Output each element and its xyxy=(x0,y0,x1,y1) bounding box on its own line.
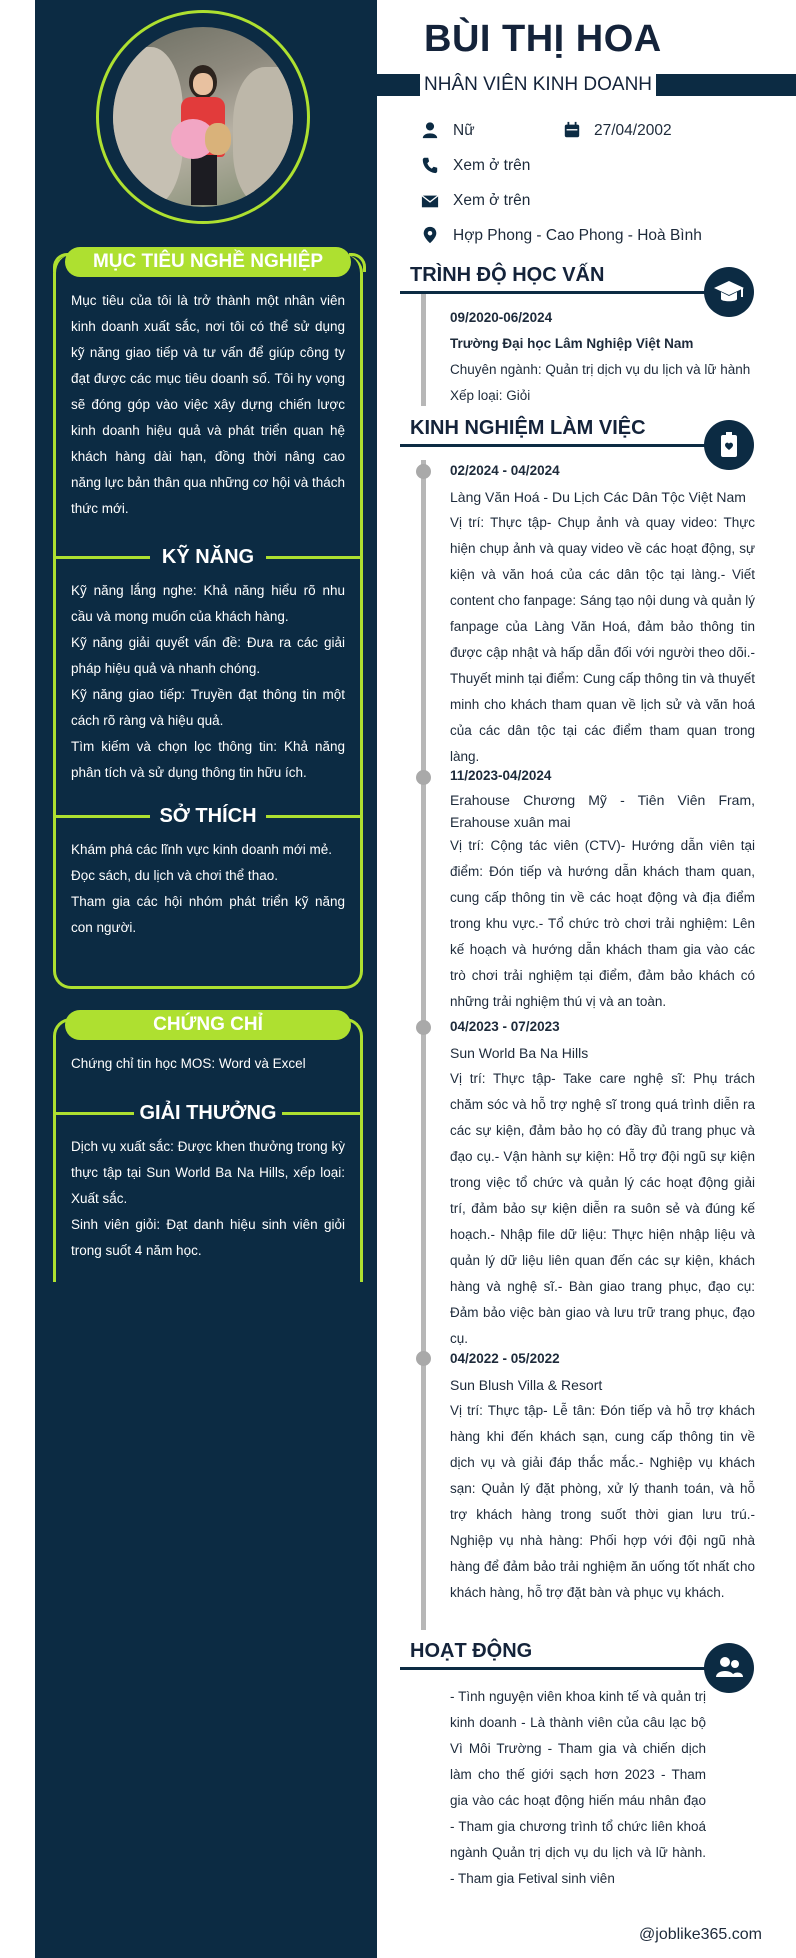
experience-description: Vị trí: Thực tập- Lễ tân: Đón tiếp và hỗ trợ khách hàng khi đến khách sạn, cung cấp thông tin về dịch vụ và giải đáp thắc mắc.- Nghiệp vụ khách sạn: Quản lý đặt phòng, xử lý thanh toán, và hỗ trợ khách hàng trong suốt thời gian lưu trú.- Nghiệp vụ nhà hàng: Phối hợp với đội ngũ nhà hàng để đảm bảo trải nghiệm ăn uống tốt nhất cho khách hàng, hỗ trợ đặt bàn và phục vụ khách. xyxy=(450,1403,755,1600)
activities-divider xyxy=(400,1667,722,1670)
experience-date: 04/2022 - 05/2022 xyxy=(450,1351,560,1366)
experience-entry xyxy=(450,763,755,1015)
education-title: TRÌNH ĐỘ HỌC VẤN xyxy=(410,264,605,286)
experience-divider xyxy=(400,444,722,447)
certificate-item: Chứng chỉ tin học MOS: Word và Excel xyxy=(71,1056,306,1071)
experience-company: Erahouse Chương Mỹ - Tiên Viên Fram, Erahouse xuân mai xyxy=(450,792,755,830)
education-timeline xyxy=(421,294,426,406)
mail-icon xyxy=(421,192,439,210)
experience-company: Sun World Ba Na Hills xyxy=(450,1045,589,1061)
certificates-list xyxy=(71,1051,345,1077)
location-pin-icon xyxy=(421,226,439,244)
avatar-image xyxy=(113,27,293,207)
skill-item: Kỹ năng giải quyết vấn đề: Đưa ra các giải pháp hiệu quả và nhanh chóng. xyxy=(71,635,345,676)
gender-value: Nữ xyxy=(453,122,475,139)
birthdate-value: 27/04/2002 xyxy=(594,122,672,139)
education-major: Chuyên ngành: Quản trị dịch vụ du lịch và lữ hành xyxy=(450,362,751,377)
candidate-name: BÙI THỊ HOA xyxy=(424,18,662,60)
experience-date: 11/2023-04/2024 xyxy=(450,768,552,783)
experience-description: Vị trí: Cộng tác viên (CTV)- Hướng dẫn viên tại điểm: Đón tiếp và hướng dẫn khách tham quan, cung cấp thông tin về các hoạt động và địa điểm trong khu vực.- Tổ chức trò chơi trải nghiệm: Lên kế hoạch và hướng dẫn khách tham gia vào các trò chơi trải nghiệm tại điểm, đảm bảo khách có những trải nghiệm thú vị và an toàn. xyxy=(450,838,755,1009)
activities-text: - Tình nguyện viên khoa kinh tế và quản trị kinh doanh - Là thành viên của câu lạc bộ Vì Môi Trường - Tham gia và chiến dịch làm cho thế giới sạch hơn 2023 - Tham gia vào các hoạt động hiến máu nhân đạo - Tham gia chương trình tổ chức liên khoá ngành Quản trị dịch vụ du lịch và lữ hành. - Tham gia Fetival sinh viên xyxy=(450,1689,706,1886)
experience-title: KINH NGHIỆM LÀM VIỆC xyxy=(410,417,646,439)
certificates-title: CHỨNG CHỈ xyxy=(65,1010,351,1040)
awards-title: GIẢI THƯỞNG xyxy=(134,1100,282,1126)
education-school: Trường Đại học Lâm Nghiệp Việt Nam xyxy=(450,336,694,351)
timeline-dot xyxy=(416,770,431,785)
skill-item: Kỹ năng lắng nghe: Khả năng hiểu rõ nhu cầu và mong muốn của khách hàng. xyxy=(71,583,345,624)
award-item: Sinh viên giỏi: Đạt danh hiệu sinh viên giỏi trong suốt 4 năm học. xyxy=(71,1217,345,1258)
hobby-item: Khám phá các lĩnh vực kinh doanh mới mẻ. xyxy=(71,842,333,857)
footer-site[interactable]: @joblike365.com xyxy=(639,1926,762,1943)
job-title: NHÂN VIÊN KINH DOANH xyxy=(420,70,656,100)
skills-title: KỸ NĂNG xyxy=(150,544,266,570)
experience-entry xyxy=(450,458,755,770)
hobby-item: Tham gia các hội nhóm phát triển kỹ năng con người. xyxy=(71,894,345,935)
experience-company: Sun Blush Villa & Resort xyxy=(450,1377,603,1393)
objective-title: MỤC TIÊU NGHỀ NGHIỆP xyxy=(65,247,351,277)
email-value[interactable]: Xem ở trên xyxy=(453,192,531,209)
education-grade: Xếp loại: Giỏi xyxy=(450,388,531,403)
education-date: 09/2020-06/2024 xyxy=(450,310,553,325)
education-entry xyxy=(450,305,755,409)
experience-description: Vị trí: Thực tập- Take care nghệ sĩ: Phụ trách chăm sóc và hỗ trợ nghệ sĩ trong quá trình diễn ra các sự kiện, đảm bảo họ có đầy đủ trang phục và đạo cụ.- Vận hành sự kiện: Hỗ trợ đội ngũ sự kiện trong việc tổ chức và quản lý các hoạt động giải trí, đảm bảo sự kiện diễn ra suôn sẻ và đúng kế hoạch.- Nhập file dữ liệu: Thực hiện nhập liệu và quản lý dữ liệu liên quan đến các sự kiện, khách hàng và nghệ sĩ.- Bàn giao trang phục, đạo cụ: Đảm bảo việc bàn giao và lưu trữ trang phục, đạo cụ. xyxy=(450,1071,755,1346)
people-icon xyxy=(704,1643,754,1693)
awards-list xyxy=(71,1134,345,1264)
phone-value[interactable]: Xem ở trên xyxy=(453,157,531,174)
timeline-dot xyxy=(416,1020,431,1035)
activities-icon-badge xyxy=(704,1643,754,1693)
timeline-dot xyxy=(416,1351,431,1366)
calendar-icon xyxy=(563,121,581,139)
activities-title: HOẠT ĐỘNG xyxy=(410,1640,533,1662)
experience-date: 02/2024 - 04/2024 xyxy=(450,463,560,478)
hobby-item: Đọc sách, du lịch và chơi thể thao. xyxy=(71,868,278,883)
person-icon xyxy=(421,121,439,139)
skill-item: Kỹ năng giao tiếp: Truyền đạt thông tin một cách rõ ràng và hiệu quả. xyxy=(71,687,345,728)
hobbies-list xyxy=(71,837,345,941)
phone-icon xyxy=(421,156,439,174)
skill-item: Tìm kiếm và chọn lọc thông tin: Khả năng phân tích và sử dụng thông tin hữu ích. xyxy=(71,739,345,780)
skills-list xyxy=(71,578,345,786)
experience-date: 04/2023 - 07/2023 xyxy=(450,1019,560,1034)
experience-company: Làng Văn Hoá - Du Lịch Các Dân Tộc Việt Nam xyxy=(450,489,746,505)
objective-text: Mục tiêu của tôi là trở thành một nhân viên kinh doanh xuất sắc, nơi tôi có thể sử dụng kỹ năng giao tiếp và tư vấn để giúp công ty đạt được các mục tiêu doanh số. Tôi hy vọng sẽ đóng góp vào việc xây dựng chiến lược kinh doanh hiệu quả và phát triển quan hệ khách hàng dài hạn, đồng thời nâng cao năng lực bản thân qua những cơ hội và thách thức mới. xyxy=(71,293,345,516)
experience-timeline xyxy=(421,460,426,1630)
timeline-dot xyxy=(416,464,431,479)
hobbies-title: SỞ THÍCH xyxy=(150,803,266,829)
award-item: Dịch vụ xuất sắc: Được khen thưởng trong kỳ thực tập tại Sun World Ba Na Hills, xếp loại: Xuất sắc. xyxy=(71,1139,345,1206)
education-divider xyxy=(400,291,722,294)
profile-photo xyxy=(96,10,310,224)
experience-entry xyxy=(450,1014,755,1352)
experience-entry xyxy=(450,1346,755,1606)
address-value: Hợp Phong - Cao Phong - Hoà Bình xyxy=(453,227,702,244)
experience-description: Vị trí: Thực tập- Chụp ảnh và quay video: Thực hiện chụp ảnh và quay video về các hoạt động, sự kiện và văn hoá của các dân tộc tại làng.- Viết content cho fanpage: Sáng tạo nội dung và quản lý fanpage của Làng Văn Hoá, đảm bảo thông tin được cập nhật và hấp dẫn đối với người theo dõi.- Thuyết minh tại điểm: Cung cấp thông tin và thuyết minh cho khách tham quan về lịch sử và văn hoá của các dân tộc tại các điểm tham quan trong làng. xyxy=(450,515,755,764)
